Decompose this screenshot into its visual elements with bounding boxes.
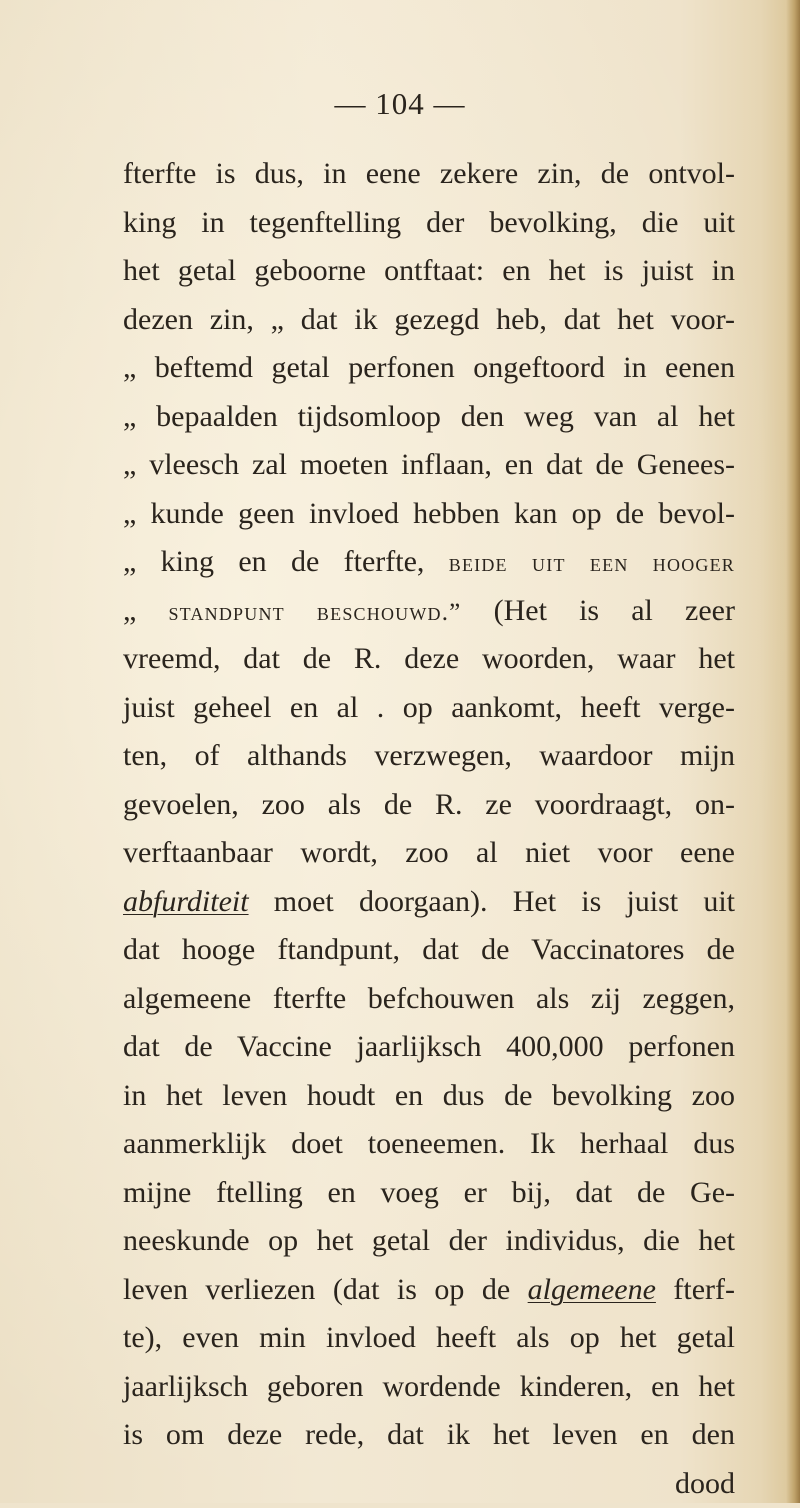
text-segment: „ king en de fterfte,	[123, 545, 449, 578]
text-segment: neeskunde op het getal der individus, die het	[123, 1224, 735, 1257]
text-line	[123, 296, 735, 345]
text-segment: te), even min invloed heeft als op het getal	[123, 1321, 735, 1354]
text-line	[123, 1072, 735, 1121]
body-text	[123, 150, 735, 1508]
text-segment: dood	[675, 1467, 735, 1500]
text-line	[123, 1411, 735, 1460]
text-line	[123, 247, 735, 296]
text-segment: juist geheel en al . op aankomt, heeft verge-	[123, 691, 735, 724]
text-line	[123, 441, 735, 490]
text-segment: ten, of althands verzwegen, waardoor mijn	[123, 739, 735, 772]
text-line	[123, 781, 735, 830]
italic-text: algemeene	[528, 1273, 656, 1306]
text-segment: fterf-	[656, 1273, 735, 1306]
text-line	[123, 150, 735, 199]
text-line	[123, 1169, 735, 1218]
text-segment: verftaanbaar wordt, zoo al niet voor eene	[123, 836, 735, 869]
text-segment: gevoelen, zoo als de R. ze voordraagt, on-	[123, 788, 735, 821]
text-segment: „ beftemd getal perfonen ongeftoord in eenen	[123, 351, 735, 384]
text-line	[123, 926, 735, 975]
text-segment: dat hooge ftandpunt, dat de Vaccinatores de	[123, 933, 735, 966]
text-line	[123, 1120, 735, 1169]
text-segment: fterfte is dus, in eene zekere zin, de ontvol-	[123, 157, 735, 190]
text-segment: dezen zin, „ dat ik gezegd heb, dat het voor-	[123, 303, 735, 336]
text-line	[123, 393, 735, 442]
text-segment: moet doorgaan). Het is juist uit	[249, 885, 735, 918]
text-segment: het getal geboorne ontftaat: en het is juist in	[123, 254, 735, 287]
text-segment: dat de Vaccine jaarlijksch 400,000 perfonen	[123, 1030, 735, 1063]
text-line	[123, 684, 735, 733]
text-segment: „	[123, 594, 168, 627]
page-number: — 104 —	[0, 86, 800, 122]
text-line	[123, 635, 735, 684]
text-segment: king in tegenftelling der bevolking, die uit	[123, 206, 735, 239]
text-segment: „ vleesch zal moeten inflaan, en dat de Genees-	[123, 448, 735, 481]
small-caps-text: standpunt beschouwd.”	[168, 599, 461, 626]
text-line	[123, 732, 735, 781]
text-segment: in het leven houdt en dus de bevolking zoo	[123, 1079, 735, 1112]
text-segment: „ bepaalden tijdsomloop den weg van al het	[123, 400, 735, 433]
text-segment: leven verliezen (dat is op de	[123, 1273, 528, 1306]
text-segment: „ kunde geen invloed hebben kan op de bevol-	[123, 497, 735, 530]
text-segment: is om deze rede, dat ik het leven en den	[123, 1418, 735, 1451]
text-segment: vreemd, dat de R. deze woorden, waar het	[123, 642, 735, 675]
text-line	[123, 538, 735, 587]
text-line	[123, 1023, 735, 1072]
text-line	[123, 199, 735, 248]
text-segment: (Het is al zeer	[461, 594, 735, 627]
text-line	[123, 587, 735, 636]
italic-text: abfurditeit	[123, 885, 249, 918]
text-line	[123, 344, 735, 393]
text-line	[123, 1266, 735, 1315]
text-line	[123, 1314, 735, 1363]
text-line	[123, 1217, 735, 1266]
page-edge-shadow	[786, 0, 800, 1503]
text-line	[123, 878, 735, 927]
text-line	[123, 490, 735, 539]
text-segment: aanmerklijk doet toeneemen. Ik herhaal dus	[123, 1127, 735, 1160]
text-segment: algemeene fterfte befchouwen als zij zeggen,	[123, 982, 735, 1015]
text-segment: mijne ftelling en voeg er bij, dat de Ge-	[123, 1176, 735, 1209]
text-line	[123, 829, 735, 878]
text-line	[123, 1460, 735, 1508]
text-line	[123, 975, 735, 1024]
text-segment: jaarlijksch geboren wordende kinderen, en het	[123, 1370, 735, 1403]
text-line	[123, 1363, 735, 1412]
small-caps-text: beide uit een hooger	[449, 550, 735, 577]
